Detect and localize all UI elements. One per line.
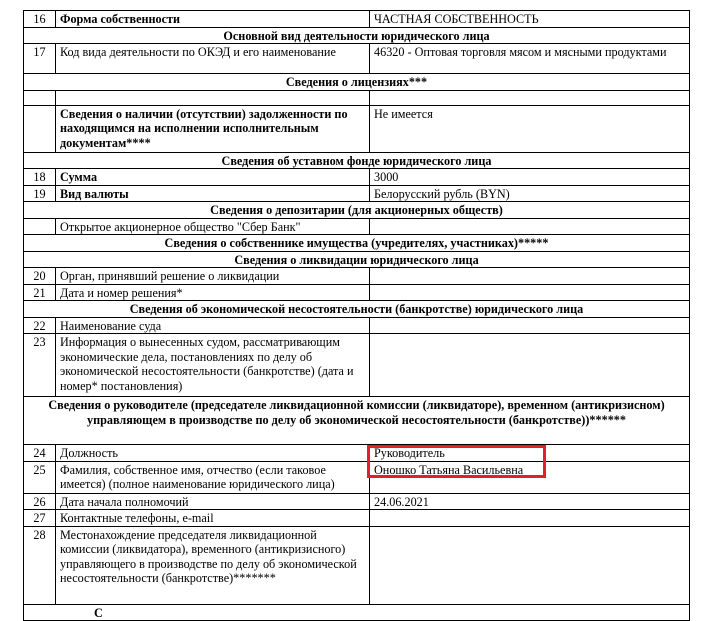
table-row [24, 526, 690, 604]
table-row [24, 445, 690, 462]
table-row [24, 493, 690, 510]
field-label: Информация о вынесенных судом, рассматривающим экономические дела, постановлениях по делу об экономической несостоятельности (банкротстве) (дата и номер* постановления) [56, 334, 370, 397]
section-title: Сведения о лицензиях*** [24, 74, 690, 91]
row-number [24, 90, 56, 105]
table-row [24, 461, 690, 493]
field-value: Белорусский рубль (BYN) [370, 185, 690, 202]
field-label: Должность [56, 445, 370, 462]
row-number: 22 [24, 317, 56, 334]
section-header-row [24, 604, 690, 621]
field-value [370, 334, 690, 397]
row-number: 25 [24, 461, 56, 493]
field-label: Сведения о наличии (отсутствии) задолженности по находящимся на исполнении исполнительным документам**** [56, 105, 370, 152]
section-header-row [24, 235, 690, 252]
row-number: 20 [24, 268, 56, 285]
table-row [24, 284, 690, 301]
section-title: Сведения об экономической несостоятельности (банкротстве) юридического лица [24, 301, 690, 318]
row-number: 23 [24, 334, 56, 397]
field-label: Сумма [56, 169, 370, 186]
section-title: Основной вид деятельности юридического лица [24, 27, 690, 44]
section-title-partial: С [24, 604, 690, 621]
field-label: Местонахождение председателя ликвидационной комиссии (ликвидатора), временного (антикризисного) управляющего в производстве по делу об экономической несостоятельности (банкротстве)******* [56, 526, 370, 604]
table-row [24, 169, 690, 186]
table-row [24, 268, 690, 285]
section-header-row [24, 27, 690, 44]
field-label: Орган, принявший решение о ликвидации [56, 268, 370, 285]
section-title: Сведения об уставном фонде юридического лица [24, 152, 690, 169]
table-row [24, 105, 690, 152]
field-label [56, 90, 370, 105]
section-header-row [24, 74, 690, 91]
field-value [370, 317, 690, 334]
row-number: 18 [24, 169, 56, 186]
section-header-row [24, 301, 690, 318]
section-title: Сведения о ликвидации юридического лица [24, 251, 690, 268]
section-header-row [24, 397, 690, 445]
row-number: 16 [24, 11, 56, 28]
field-label: Дата начала полномочий [56, 493, 370, 510]
row-number [24, 218, 56, 235]
table-row [24, 185, 690, 202]
row-number: 21 [24, 284, 56, 301]
field-label: Наименование суда [56, 317, 370, 334]
field-label: Вид валюты [56, 185, 370, 202]
row-number: 19 [24, 185, 56, 202]
field-value [370, 526, 690, 604]
table-row [24, 218, 690, 235]
row-number [24, 105, 56, 152]
section-title: Сведения о депозитарии (для акционерных обществ) [24, 202, 690, 219]
field-label: Дата и номер решения* [56, 284, 370, 301]
table-row [24, 11, 690, 28]
section-header-row [24, 202, 690, 219]
field-value: Не имеется [370, 105, 690, 152]
field-value: 24.06.2021 [370, 493, 690, 510]
table-row [24, 317, 690, 334]
row-number: 26 [24, 493, 56, 510]
field-label: Контактные телефоны, e-mail [56, 510, 370, 527]
row-number: 28 [24, 526, 56, 604]
field-value: Руководитель [370, 445, 690, 462]
table-row [24, 90, 690, 105]
field-value: ЧАСТНАЯ СОБСТВЕННОСТЬ [370, 11, 690, 28]
field-value [370, 284, 690, 301]
table-row [24, 44, 690, 74]
section-header-row [24, 251, 690, 268]
field-value [370, 510, 690, 527]
field-label: Открытое акционерное общество "Сбер Банк" [56, 218, 370, 235]
field-value [370, 218, 690, 235]
field-value [370, 268, 690, 285]
field-value: 3000 [370, 169, 690, 186]
table-row [24, 510, 690, 527]
section-title: Сведения о руководителе (председателе ликвидационной комиссии (ликвидаторе), временном (антикризисном) управляющем в производстве по делу об экономической несостоятельности (банкротстве))****** [24, 397, 690, 445]
section-header-row [24, 152, 690, 169]
row-number: 24 [24, 445, 56, 462]
table-row [24, 334, 690, 397]
field-value [370, 90, 690, 105]
row-number: 17 [24, 44, 56, 74]
row-number: 27 [24, 510, 56, 527]
field-label: Фамилия, собственное имя, отчество (если таковое имеется) (полное наименование юридического лица) [56, 461, 370, 493]
field-label: Форма собственности [56, 11, 370, 28]
field-value: 46320 - Оптовая торговля мясом и мясными продуктами [370, 44, 690, 74]
field-label: Код вида деятельности по ОКЭД и его наименование [56, 44, 370, 74]
registry-table [23, 10, 690, 621]
field-value: Оношко Татьяна Васильевна [370, 461, 690, 493]
section-title: Сведения о собственнике имущества (учредителях, участниках)***** [24, 235, 690, 252]
